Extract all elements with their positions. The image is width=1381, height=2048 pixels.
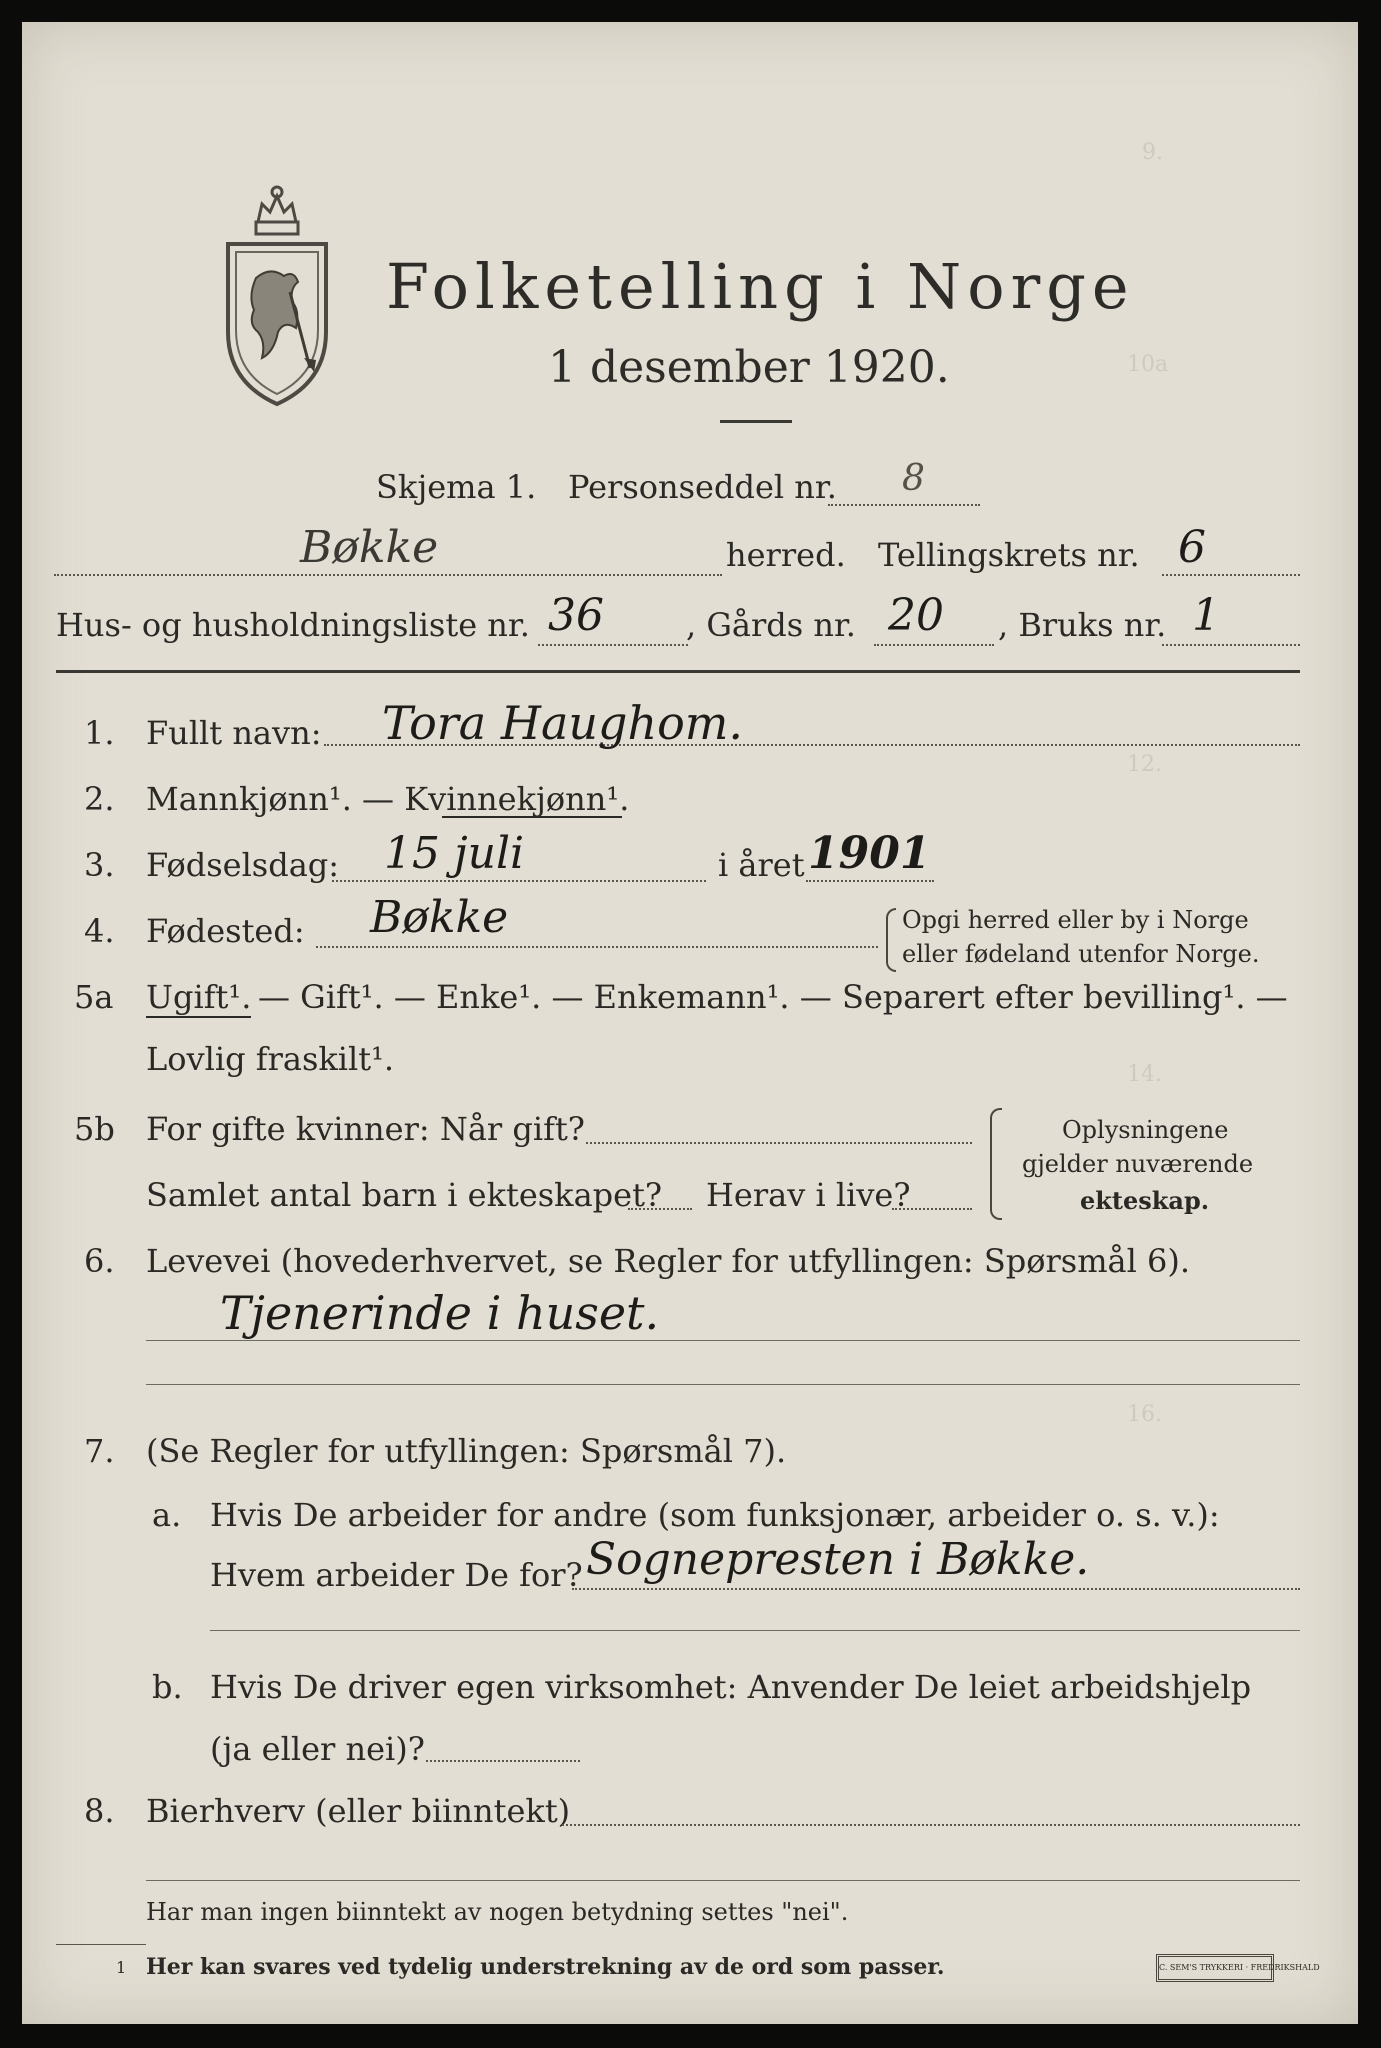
q5b-alive-line <box>892 1208 972 1210</box>
q3-value: 15 juli <box>384 828 525 879</box>
q3-year-line <box>806 880 934 882</box>
q7b-letter: b. <box>152 1668 183 1706</box>
q7a-label: Hvis De arbeider for andre (som funksjonær, arbeider o. s. v.): <box>210 1496 1220 1534</box>
q4-line <box>316 946 878 948</box>
tellingskrets-label: Tellingskrets nr. <box>878 536 1140 574</box>
census-date: 1 desember 1920. <box>548 342 950 393</box>
q6-label: Levevei (hovederhvervet, se Regler for utfyllingen: Spørsmål 6). <box>146 1242 1191 1280</box>
q4-brace <box>886 908 896 972</box>
q2-number: 2. <box>84 780 115 818</box>
title-divider <box>720 420 792 423</box>
q5b-label-alive: Herav i live? <box>706 1176 911 1214</box>
q1-number: 1. <box>84 714 115 752</box>
q4-value: Bøkke <box>370 892 509 943</box>
q1-value: Tora Haughom. <box>382 696 744 750</box>
q4-label: Fødested: <box>146 912 305 950</box>
q5b-label-married: For gifte kvinner: Når gift? <box>146 1110 585 1148</box>
hus-line <box>538 644 688 646</box>
personseddel-value: 8 <box>902 458 925 499</box>
q4-note-1: Opgi herred eller by i Norge <box>902 906 1249 934</box>
hus-value: 36 <box>548 590 604 641</box>
personseddel-line <box>828 504 980 506</box>
q5a-line2: Lovlig fraskilt¹. <box>146 1040 395 1078</box>
q5a-number: 5a <box>74 978 114 1016</box>
coat-of-arms-icon <box>218 182 336 410</box>
q5b-note-2: gjelder nuværende <box>1022 1150 1254 1178</box>
q6-number: 6. <box>84 1242 115 1280</box>
q7b-label: Hvis De driver egen virksomhet: Anvender De leiet arbeidshjelp <box>210 1668 1252 1706</box>
personseddel-label: Personseddel nr. <box>568 468 837 506</box>
q6-line-2 <box>146 1384 1300 1385</box>
q3-line <box>332 880 706 882</box>
footer-note: Har man ingen biinntekt av nogen betydning settes "nei". <box>146 1898 849 1926</box>
q2-label: Mannkjønn¹. — Kvinnekjønn¹. <box>146 780 630 818</box>
census-form: 9. 10a 12. 14. 16. Folketelling i Norge 1 desember 1920. Skjema 1. Personseddel nr. 8 Bøkke herred. Tellingskrets nr. 6 Hus- og husholdningsliste nr. 36 , Gårds nr. 20 , Bruks nr. 1 1. Fullt navn: Tora Haughom. 2. Mannkjønn¹. — Kvinnekjønn¹. 3. Fødselsdag: 15 juli i året 1901 4. Fødested: Bøkke Opgi herred eller by i Norge eller fødeland utenfor Norge. 5a Ugift¹. — Gift¹. — Enke¹. — Enkemann¹. — Separert efter bevilling¹. — Lovlig fraskilt¹. 5b For gifte kvinner: Når gift? Samlet antal barn i ekteskapet? Herav i live? Oplysningene gjelder nuværende ekteskap. 6. Levevei (hovederhvervet, se Regler for utfyllingen: Spørsmål 6). Tjenerinde i huset. 7. (Se Regler for utfyllingen: Spørsmål 7). a. Hvis De arbeider for andre (som funksjonær, arbeider o. s. v.): Hvem arbeider De for? Sognepresten i Bøkke. b. Hvis De driver egen virksomhet: Anvender De leiet arbeidshjelp (ja eller nei)? 8. Bierhverv (eller biinntekt) Har man ingen biinntekt av nogen betydning settes "nei". 1 Her kan svares ved tydelig understrekning av de ord som passer. C. SEM'S TRYKKERI · FREDRIKSHALD <box>22 22 1358 2024</box>
q5b-label-children: Samlet antal barn i ekteskapet? <box>146 1176 663 1214</box>
q7a-line <box>572 1588 1300 1590</box>
q4-number: 4. <box>84 912 115 950</box>
herred-value: Bøkke <box>300 522 439 573</box>
q3-year-value: 1901 <box>808 828 931 879</box>
q5a-ugift: Ugift¹. <box>146 978 252 1016</box>
q1-label: Fullt navn: <box>146 714 322 752</box>
bruks-label: , Bruks nr. <box>998 606 1167 644</box>
q3-label: Fødselsdag: <box>146 846 340 884</box>
q5b-married-line <box>586 1142 972 1144</box>
header-rule <box>56 670 1300 673</box>
footnote-mark: 1 <box>116 1958 127 1977</box>
form-title: Folketelling i Norge <box>386 250 1135 323</box>
q4-note-2: eller fødeland utenfor Norge. <box>902 940 1260 968</box>
q3-year-label: i året <box>718 846 805 884</box>
q7b-line <box>426 1760 580 1762</box>
q8-label: Bierhverv (eller biinntekt) <box>146 1792 571 1830</box>
footnote-rule <box>56 1944 146 1945</box>
hus-label: Hus- og husholdningsliste nr. <box>56 606 530 644</box>
q2-underline <box>442 816 622 818</box>
bruks-value: 1 <box>1192 590 1220 641</box>
tellingskrets-value: 6 <box>1178 522 1206 573</box>
q7a-label-2: Hvem arbeider De for? <box>210 1556 583 1594</box>
gards-value: 20 <box>888 590 944 641</box>
q3-number: 3. <box>84 846 115 884</box>
q5b-brace <box>990 1108 1002 1220</box>
gards-label: , Gårds nr. <box>686 606 856 644</box>
q8-line <box>562 1824 1300 1826</box>
q5b-note-1: Oplysningene <box>1062 1116 1229 1144</box>
q5b-number: 5b <box>74 1110 115 1148</box>
tellingskrets-line <box>1162 574 1300 576</box>
q8-number: 8. <box>84 1792 115 1830</box>
footnote-text: Her kan svares ved tydelig understrekning av de ord som passer. <box>146 1954 945 1980</box>
q7-number: 7. <box>84 1432 115 1470</box>
q6-line-1 <box>146 1340 1300 1341</box>
printer-stamp: C. SEM'S TRYKKERI · FREDRIKSHALD <box>1156 1954 1274 1982</box>
skjema-label: Skjema 1. <box>376 468 537 506</box>
herred-label: herred. <box>726 536 846 574</box>
q5b-children-line <box>628 1208 692 1210</box>
gards-line <box>874 644 994 646</box>
q5a-options: — Gift¹. — Enke¹. — Enkemann¹. — Separert efter bevilling¹. — <box>258 978 1288 1016</box>
q7a-letter: a. <box>152 1496 182 1534</box>
q7-label: (Se Regler for utfyllingen: Spørsmål 7). <box>146 1432 787 1470</box>
q7a-line-2 <box>210 1630 1300 1631</box>
q7a-value: Sognepresten i Bøkke. <box>586 1534 1090 1585</box>
q5b-note-3: ekteskap. <box>1080 1186 1210 1215</box>
q8-line-2 <box>146 1880 1300 1881</box>
q6-value: Tjenerinde i huset. <box>220 1286 660 1340</box>
herred-line <box>54 574 722 576</box>
q7b-label-2: (ja eller nei)? <box>210 1730 425 1768</box>
bruks-line <box>1162 644 1300 646</box>
